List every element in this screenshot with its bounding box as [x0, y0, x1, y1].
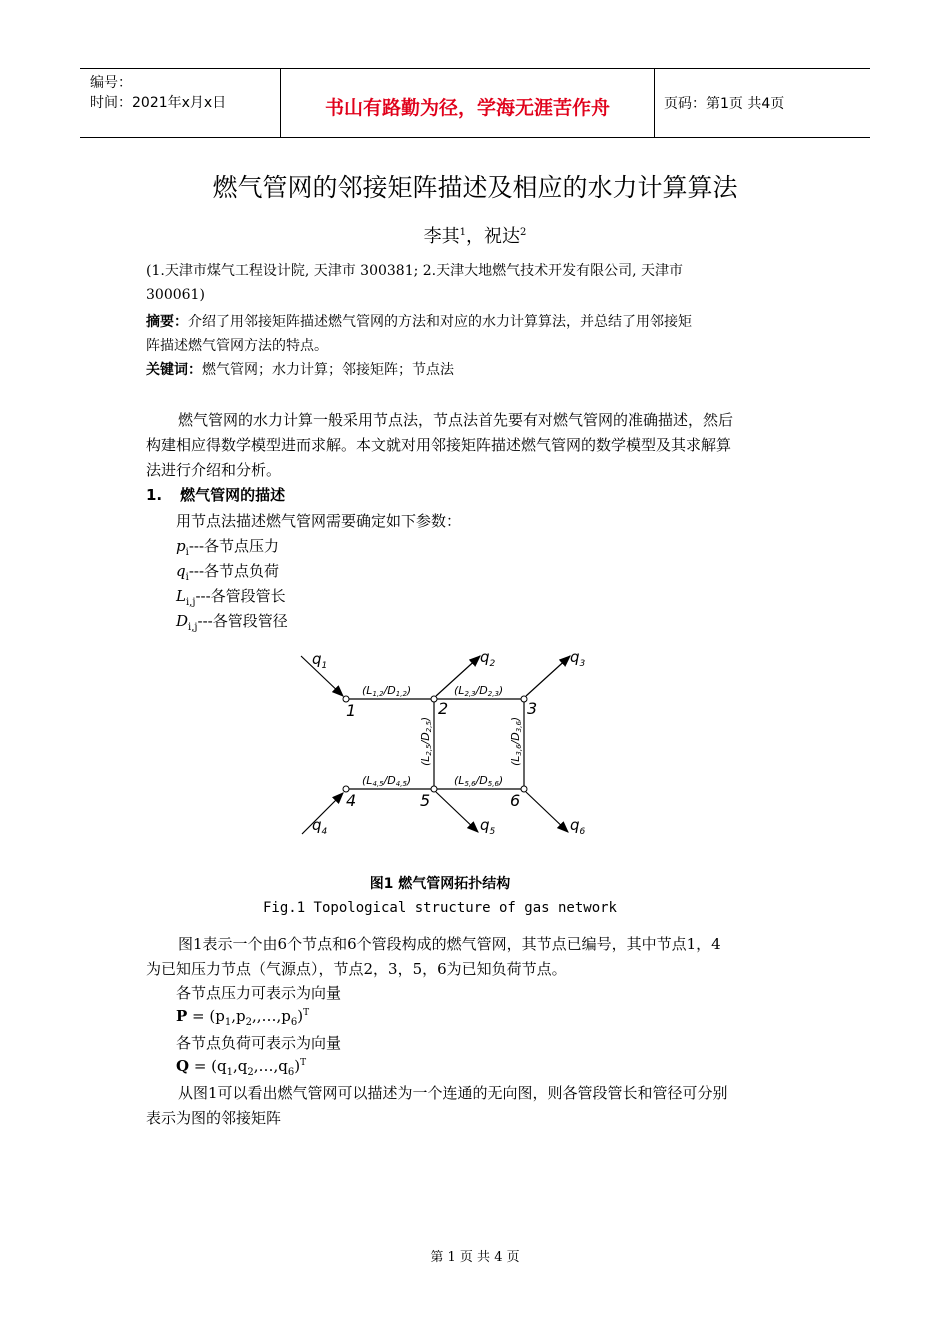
author-2: 祝达: [484, 226, 520, 247]
abstract-text: 介绍了用邻接矩阵描述燃气管网的方法和对应的水力计算算法，并总结了用邻接矩: [188, 314, 692, 330]
para-line: 从图1可以看出燃气管网可以描述为一个连通的无向图，则各管段管长和管径可分别: [178, 1084, 728, 1102]
affiliations: [146, 259, 826, 307]
header-page-info: 页码：第1页 共4页: [664, 96, 785, 112]
param-item: $q_i---$各节点负荷: [176, 562, 280, 583]
paper-title: 燃气管网的邻接矩阵描述及相应的水力计算算法: [212, 173, 738, 202]
para-line: 图1表示一个由6个节点和6个管段构成的燃气管网，其节点已编号，其中节点1，4: [178, 935, 721, 953]
node-label: 5: [420, 791, 431, 810]
header-table: [80, 68, 870, 138]
pipe-label: (L1,2/D1,2): [362, 684, 412, 698]
para-line: 为已知压力节点（气源点），节点2，3，5，6为已知负荷节点。: [146, 960, 567, 978]
intro-line: 构建相应得数学模型进而求解。本文就对用邻接矩阵描述燃气管网的数学模型及其求解算: [146, 436, 732, 454]
node-label: 3: [527, 699, 538, 718]
figure-caption-en: Fig.1 Topological structure of gas network: [262, 900, 617, 916]
node-label: 6: [510, 791, 521, 810]
page-footer: 第 1 页 共 4 页: [430, 1250, 520, 1265]
intro-line: 法进行介绍和分析。: [146, 461, 282, 479]
pipe-label: (L2,3/D2,3): [454, 684, 504, 698]
load-vector-intro: 各节点负荷可表示为向量: [176, 1034, 342, 1052]
load-label: $q_2$: [480, 648, 496, 669]
node-6-marker: [521, 786, 527, 792]
author-1-affil: 1: [459, 227, 466, 238]
para-line: 表示为图的邻接矩阵: [146, 1109, 282, 1127]
intro-paragraph: [146, 408, 816, 483]
pipe-label: (L5,6/D5,6): [454, 774, 504, 788]
param-item: $D_{i,j}---$各管段管径: [176, 612, 288, 633]
section-heading: [146, 483, 285, 508]
keywords-label: 关键词：: [146, 362, 202, 378]
param-item: $p_i---$各节点压力: [176, 537, 280, 558]
figure-caption-cn: 图1 燃气管网拓扑结构: [369, 876, 511, 892]
affiliation-line: (1.天津市煤气工程设计院, 天津市 300381; 2.天津大地燃气技术开发有限公司, 天津市: [146, 263, 684, 279]
param-item: $L_{i,j}---$各管段管长: [176, 587, 286, 608]
author-sep: ，: [466, 226, 484, 247]
author-2-affil: 2: [520, 227, 527, 238]
load-arrow-q6: [526, 792, 568, 832]
pipe-label: (L4,5/D4,5): [362, 774, 412, 788]
load-label: $q_4$: [312, 816, 328, 837]
figure-paragraph: [146, 932, 816, 982]
authors: [0, 222, 950, 248]
section-number: 1.: [146, 486, 163, 504]
load-label: $q_3$: [570, 648, 586, 669]
author-1: 李其: [423, 226, 460, 247]
node-label: 4: [346, 791, 357, 810]
load-arrow-q3: [526, 656, 570, 696]
node-5-marker: [431, 786, 437, 792]
keywords-text: 燃气管网；水力计算；邻接矩阵；节点法: [202, 362, 454, 378]
section-title: 燃气管网的描述: [180, 486, 286, 504]
abstract-text: 阵描述燃气管网方法的特点。: [146, 338, 328, 354]
pressure-vector-formula: $P = (p_1,p_2,,\dots,p_6)^T$: [176, 1007, 310, 1028]
keywords: [146, 358, 826, 382]
graph-paragraph: [146, 1081, 816, 1131]
params-intro: 用节点法描述燃气管网需要确定如下参数：: [176, 512, 462, 530]
node-label: 2: [438, 699, 449, 718]
abstract-label: 摘要：: [146, 314, 188, 330]
affiliation-line: 300061): [146, 287, 205, 303]
number-label: 编号：: [90, 75, 132, 91]
pressure-vector-intro: 各节点压力可表示为向量: [176, 984, 342, 1002]
node-2-marker: [431, 696, 437, 702]
header-motto: 书山有路勤为径，学海无涯苦作舟: [324, 97, 610, 119]
node-label: 1: [346, 701, 357, 720]
network-diagram: [280, 640, 620, 850]
header-meta: [90, 73, 226, 113]
time-label: 时间：2021年x月x日: [90, 95, 227, 111]
load-label: $q_1$: [312, 650, 328, 671]
pipe-label: (L3,6/D3,6): [509, 716, 523, 766]
intro-line: 燃气管网的水力计算一般采用节点法，节点法首先要有对燃气管网的准确描述，然后: [178, 411, 734, 429]
load-vector-formula: $Q = (q_1,q_2,\dots,q_6)^T$: [176, 1057, 307, 1078]
pipe-label: (L2,5/D2,5): [419, 716, 433, 766]
load-label: $q_5$: [480, 816, 496, 837]
header-divider: [654, 69, 655, 137]
load-label: $q_6$: [570, 816, 586, 837]
abstract: [146, 310, 826, 358]
load-arrow-q5: [436, 792, 478, 832]
